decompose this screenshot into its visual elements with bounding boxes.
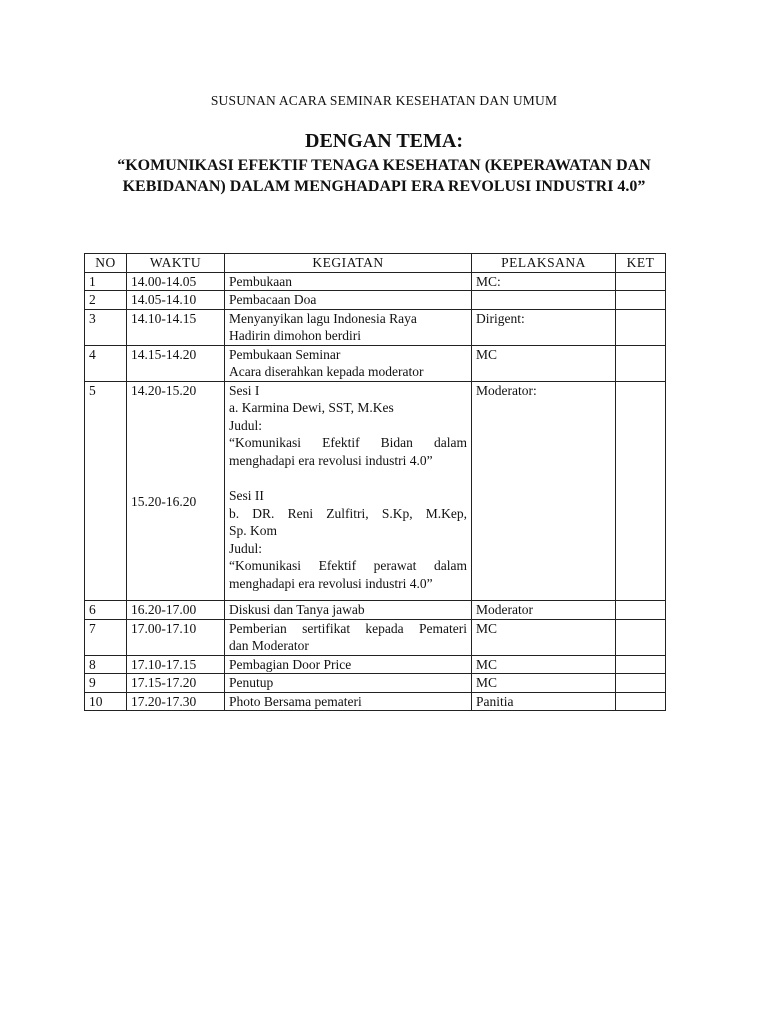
cell-waktu: 17.15-17.20 [127, 674, 225, 693]
sesi-2-speaker-line: Sp. Kom [229, 523, 278, 538]
kegiatan-line: dan Moderator [229, 638, 309, 653]
sesi-2-judul-line: menghadapi era revolusi industri 4.0” [229, 575, 433, 591]
cell-ket [616, 381, 666, 601]
cell-kegiatan [225, 345, 472, 381]
cell-ket [616, 345, 666, 381]
cell-kegiatan: Pembukaan [225, 272, 472, 291]
cell-ket [616, 272, 666, 291]
cell-pelaksana: Moderator [472, 601, 616, 620]
sesi-2-speaker-line: b. DR. Reni Zulfitri, S.Kp, M.Kep, [229, 505, 467, 521]
cell-pelaksana: Dirigent: [472, 309, 616, 345]
table-row [85, 272, 666, 291]
theme-heading: DENGAN TEMA: [305, 130, 463, 152]
cell-no: 9 [85, 674, 127, 693]
header-ket: KET [616, 254, 666, 273]
cell-pelaksana: MC [472, 345, 616, 381]
cell-kegiatan: Diskusi dan Tanya jawab [225, 601, 472, 620]
table-row [85, 309, 666, 345]
schedule-table [84, 253, 666, 711]
cell-waktu: 14.10-14.15 [127, 309, 225, 345]
cell-waktu: 16.20-17.00 [127, 601, 225, 620]
cell-ket [616, 291, 666, 310]
cell-kegiatan [225, 381, 472, 601]
table-row [85, 619, 666, 655]
cell-waktu: 14.15-14.20 [127, 345, 225, 381]
cell-waktu: 17.00-17.10 [127, 619, 225, 655]
sesi-1-judul-line: “Komunikasi Efektif Bidan dalam [229, 435, 467, 450]
theme-text: “KOMUNIKASI EFEKTIF TENAGA KESEHATAN (KEPERAWATAN DAN KEBIDANAN) DALAM MENGHADAPI ERA REVOLUSI INDUSTRI 4.0” [117, 157, 651, 195]
table-row [85, 381, 666, 601]
sesi-2-judul-line: “Komunikasi Efektif perawat dalam [229, 558, 467, 573]
sesi-2-judul-label: Judul: [229, 540, 263, 556]
cell-waktu: 14.00-14.05 [127, 272, 225, 291]
header-kegiatan: KEGIATAN [225, 254, 472, 273]
sesi-1-speaker: a. Karmina Dewi, SST, M.Kes [229, 400, 394, 415]
cell-waktu: 17.10-17.15 [127, 655, 225, 674]
cell-ket [616, 655, 666, 674]
document-title: SUSUNAN ACARA SEMINAR KESEHATAN DAN UMUM [210, 93, 558, 108]
table-row [85, 601, 666, 620]
kegiatan-line: Acara diserahkan kepada moderator [229, 364, 424, 379]
cell-no: 7 [85, 619, 127, 655]
cell-no: 4 [85, 345, 127, 381]
cell-pelaksana: MC [472, 674, 616, 693]
sesi-1-judul-line: menghadapi era revolusi industri 4.0” [229, 452, 433, 468]
kegiatan-line: Pembukaan Seminar [229, 346, 341, 362]
cell-kegiatan: Pembagian Door Price [225, 655, 472, 674]
cell-kegiatan: Penutup [225, 674, 472, 693]
cell-ket [616, 692, 666, 711]
cell-waktu: 17.20-17.30 [127, 692, 225, 711]
cell-kegiatan [225, 309, 472, 345]
table-row [85, 655, 666, 674]
waktu-sesi-2: 15.20-16.20 [131, 494, 197, 509]
table-row [85, 291, 666, 310]
kegiatan-line: Hadirin dimohon berdiri [229, 328, 361, 343]
cell-no: 10 [85, 692, 127, 711]
header-no: NO [85, 254, 127, 273]
cell-pelaksana: Panitia [472, 692, 616, 711]
sesi-2-label: Sesi II [229, 488, 264, 503]
cell-kegiatan: Pembacaan Doa [225, 291, 472, 310]
cell-pelaksana: MC [472, 619, 616, 655]
cell-pelaksana: Moderator: [472, 381, 616, 601]
kegiatan-line: Menyanyikan lagu Indonesia Raya [229, 310, 417, 326]
table-row [85, 345, 666, 381]
cell-no: 5 [85, 381, 127, 601]
waktu-sesi-1: 14.20-15.20 [131, 382, 197, 398]
cell-pelaksana: MC [472, 655, 616, 674]
cell-no: 6 [85, 601, 127, 620]
cell-ket [616, 309, 666, 345]
table-row [85, 692, 666, 711]
table-header-row [85, 254, 666, 273]
header-pelaksana: PELAKSANA [472, 254, 616, 273]
cell-ket [616, 619, 666, 655]
sesi-1-label: Sesi I [229, 382, 260, 398]
cell-waktu: 14.05-14.10 [127, 291, 225, 310]
sesi-1-judul-label: Judul: [229, 417, 263, 433]
header-waktu: WAKTU [127, 254, 225, 273]
cell-waktu [127, 381, 225, 601]
cell-kegiatan [225, 619, 472, 655]
cell-pelaksana: MC: [472, 272, 616, 291]
cell-ket [616, 674, 666, 693]
cell-no: 2 [85, 291, 127, 310]
cell-pelaksana [472, 291, 616, 310]
cell-no: 3 [85, 309, 127, 345]
cell-kegiatan: Photo Bersama pemateri [225, 692, 472, 711]
table-row [85, 674, 666, 693]
kegiatan-line: Pemberian sertifikat kepada Pemateri [229, 620, 467, 636]
cell-ket [616, 601, 666, 620]
cell-no: 8 [85, 655, 127, 674]
cell-no: 1 [85, 272, 127, 291]
